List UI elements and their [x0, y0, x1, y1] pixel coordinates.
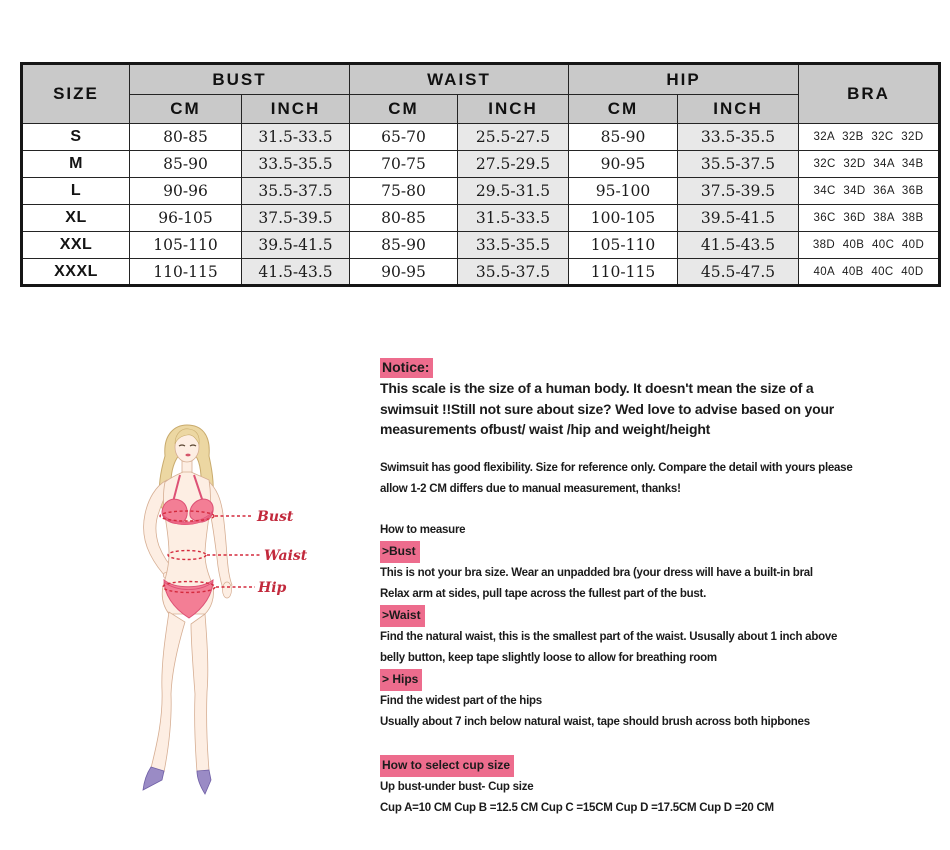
bust-inch-cell: 41.5-43.5: [242, 259, 350, 286]
bust-cm-cell: 110-115: [130, 259, 242, 286]
col-header-waist: WAIST: [350, 64, 569, 95]
waist-cm-cell: 70-75: [350, 151, 458, 178]
bust-cm-cell: 90-96: [130, 178, 242, 205]
bust-inch-cell: 35.5-37.5: [242, 178, 350, 205]
waist-cm-cell: 75-80: [350, 178, 458, 205]
hips-instruction-line: Find the widest part of the hips: [380, 694, 542, 707]
bust-cm-cell: 105-110: [130, 232, 242, 259]
hip-inch-cell: 35.5-37.5: [678, 151, 799, 178]
body-measurement-figure: [105, 422, 390, 802]
waist-heading: >Waist: [380, 605, 425, 627]
size-cell: XXXL: [22, 259, 130, 286]
waist-cm-cell: 85-90: [350, 232, 458, 259]
size-cell: L: [22, 178, 130, 205]
waist-heading-row: [380, 605, 942, 627]
bust-cm-cell: 80-85: [130, 124, 242, 151]
hip-inch-cell: 33.5-35.5: [678, 124, 799, 151]
hips-heading-row: [380, 669, 942, 691]
waist-inch-cell: 31.5-33.5: [458, 205, 569, 232]
col-header-bust: BUST: [130, 64, 350, 95]
table-row: [22, 232, 940, 259]
hip-inch-cell: 39.5-41.5: [678, 205, 799, 232]
hip-cm-cell: 110-115: [569, 259, 678, 286]
waist-instruction-line: belly button, keep tape slightly loose to allow for breathing room: [380, 651, 717, 664]
waist-inch-cell: 25.5-27.5: [458, 124, 569, 151]
bra-cell: 38D 40B 40C 40D: [799, 232, 940, 259]
bust-heading: >Bust: [380, 541, 420, 563]
bust-instruction-line: Relax arm at sides, pull tape across the fullest part of the bust.: [380, 587, 707, 600]
waist-inch-cell: 33.5-35.5: [458, 232, 569, 259]
col-header-hip-cm: CM: [569, 95, 678, 124]
hip-inch-cell: 45.5-47.5: [678, 259, 799, 286]
right-shoe: [197, 770, 211, 794]
cup-size-heading-row: [380, 755, 942, 777]
waist-label: Waist: [264, 548, 308, 564]
bust-cm-cell: 85-90: [130, 151, 242, 178]
hip-cm-cell: 100-105: [569, 205, 678, 232]
left-shoe: [143, 767, 164, 790]
bra-cell: 32C 32D 34A 34B: [799, 151, 940, 178]
woman-figure: [143, 425, 308, 794]
waist-inch-cell: 35.5-37.5: [458, 259, 569, 286]
hip-cm-cell: 90-95: [569, 151, 678, 178]
bust-label: Bust: [257, 509, 294, 525]
size-table: [20, 62, 941, 287]
notice-line: swimsuit !!Still not sure about size? Wed love to advise based on your: [380, 400, 835, 417]
notice-line: This scale is the size of a human body. It doesn't mean the size of a: [380, 380, 814, 396]
left-leg: [151, 612, 185, 772]
bust-cm-cell: 96-105: [130, 205, 242, 232]
waist-inch-cell: 29.5-31.5: [458, 178, 569, 205]
how-to-measure-title: How to measure: [380, 523, 466, 536]
col-header-bust-cm: CM: [130, 95, 242, 124]
flexibility-line: Swimsuit has good flexibility. Size for reference only. Compare the detail with yours please: [380, 461, 853, 474]
bra-cell: 36C 36D 38A 38B: [799, 205, 940, 232]
table-row: [22, 124, 940, 151]
right-leg: [191, 614, 209, 772]
notice-line: measurements ofbust/ waist /hip and weight/height: [380, 421, 711, 437]
waist-inch-cell: 27.5-29.5: [458, 151, 569, 178]
bra-cell: 40A 40B 40C 40D: [799, 259, 940, 286]
hip-cm-cell: 105-110: [569, 232, 678, 259]
bust-inch-cell: 31.5-33.5: [242, 124, 350, 151]
col-header-bra: BRA: [799, 64, 940, 124]
col-header-hip-inch: INCH: [678, 95, 799, 124]
col-header-waist-cm: CM: [350, 95, 458, 124]
bust-instruction-line: This is not your bra size. Wear an unpadded bra (your dress will have a built-in bral: [380, 566, 813, 579]
woman-sketch: [105, 422, 390, 802]
bust-heading-row: [380, 541, 942, 563]
waist-cm-cell: 80-85: [350, 205, 458, 232]
col-header-bust-inch: INCH: [242, 95, 350, 124]
table-row: [22, 151, 940, 178]
cup-size-line: Up bust-under bust- Cup size: [380, 780, 534, 793]
lips: [185, 454, 190, 457]
waist-instruction-line: Find the natural waist, this is the smallest part of the waist. Ususally about 1 inch above: [380, 630, 838, 643]
notice-heading: Notice:: [380, 358, 433, 378]
flexibility-line: allow 1-2 CM differs due to manual measurement, thanks!: [380, 482, 681, 495]
hip-cm-cell: 95-100: [569, 178, 678, 205]
hips-heading: > Hips: [380, 669, 422, 691]
waist-cm-cell: 65-70: [350, 124, 458, 151]
col-header-waist-inch: INCH: [458, 95, 569, 124]
bust-inch-cell: 33.5-35.5: [242, 151, 350, 178]
cup-size-heading: How to select cup size: [380, 755, 514, 777]
waist-cm-cell: 90-95: [350, 259, 458, 286]
size-cell: XL: [22, 205, 130, 232]
hip-inch-cell: 41.5-43.5: [678, 232, 799, 259]
hip-label: Hip: [258, 580, 287, 596]
col-header-hip: HIP: [569, 64, 799, 95]
size-cell: S: [22, 124, 130, 151]
bust-inch-cell: 37.5-39.5: [242, 205, 350, 232]
bra-cell: 32A 32B 32C 32D: [799, 124, 940, 151]
size-info-text: [380, 352, 942, 819]
cup-size-line: Cup A=10 CM Cup B =12.5 CM Cup C =15CM Cup D =17.5CM Cup D =20 CM: [380, 801, 774, 814]
table-row: [22, 178, 940, 205]
bust-inch-cell: 39.5-41.5: [242, 232, 350, 259]
table-row: [22, 205, 940, 232]
size-cell: M: [22, 151, 130, 178]
hip-cm-cell: 85-90: [569, 124, 678, 151]
hip-inch-cell: 37.5-39.5: [678, 178, 799, 205]
col-header-size: SIZE: [22, 64, 130, 124]
table-header-row: [22, 64, 940, 95]
bra-cell: 34C 34D 36A 36B: [799, 178, 940, 205]
table-row: [22, 259, 940, 286]
hips-instruction-line: Usually about 7 inch below natural waist, tape should brush across both hipbones: [380, 715, 810, 728]
notice-heading-row: [380, 358, 942, 378]
right-hand: [223, 582, 232, 598]
size-cell: XXL: [22, 232, 130, 259]
